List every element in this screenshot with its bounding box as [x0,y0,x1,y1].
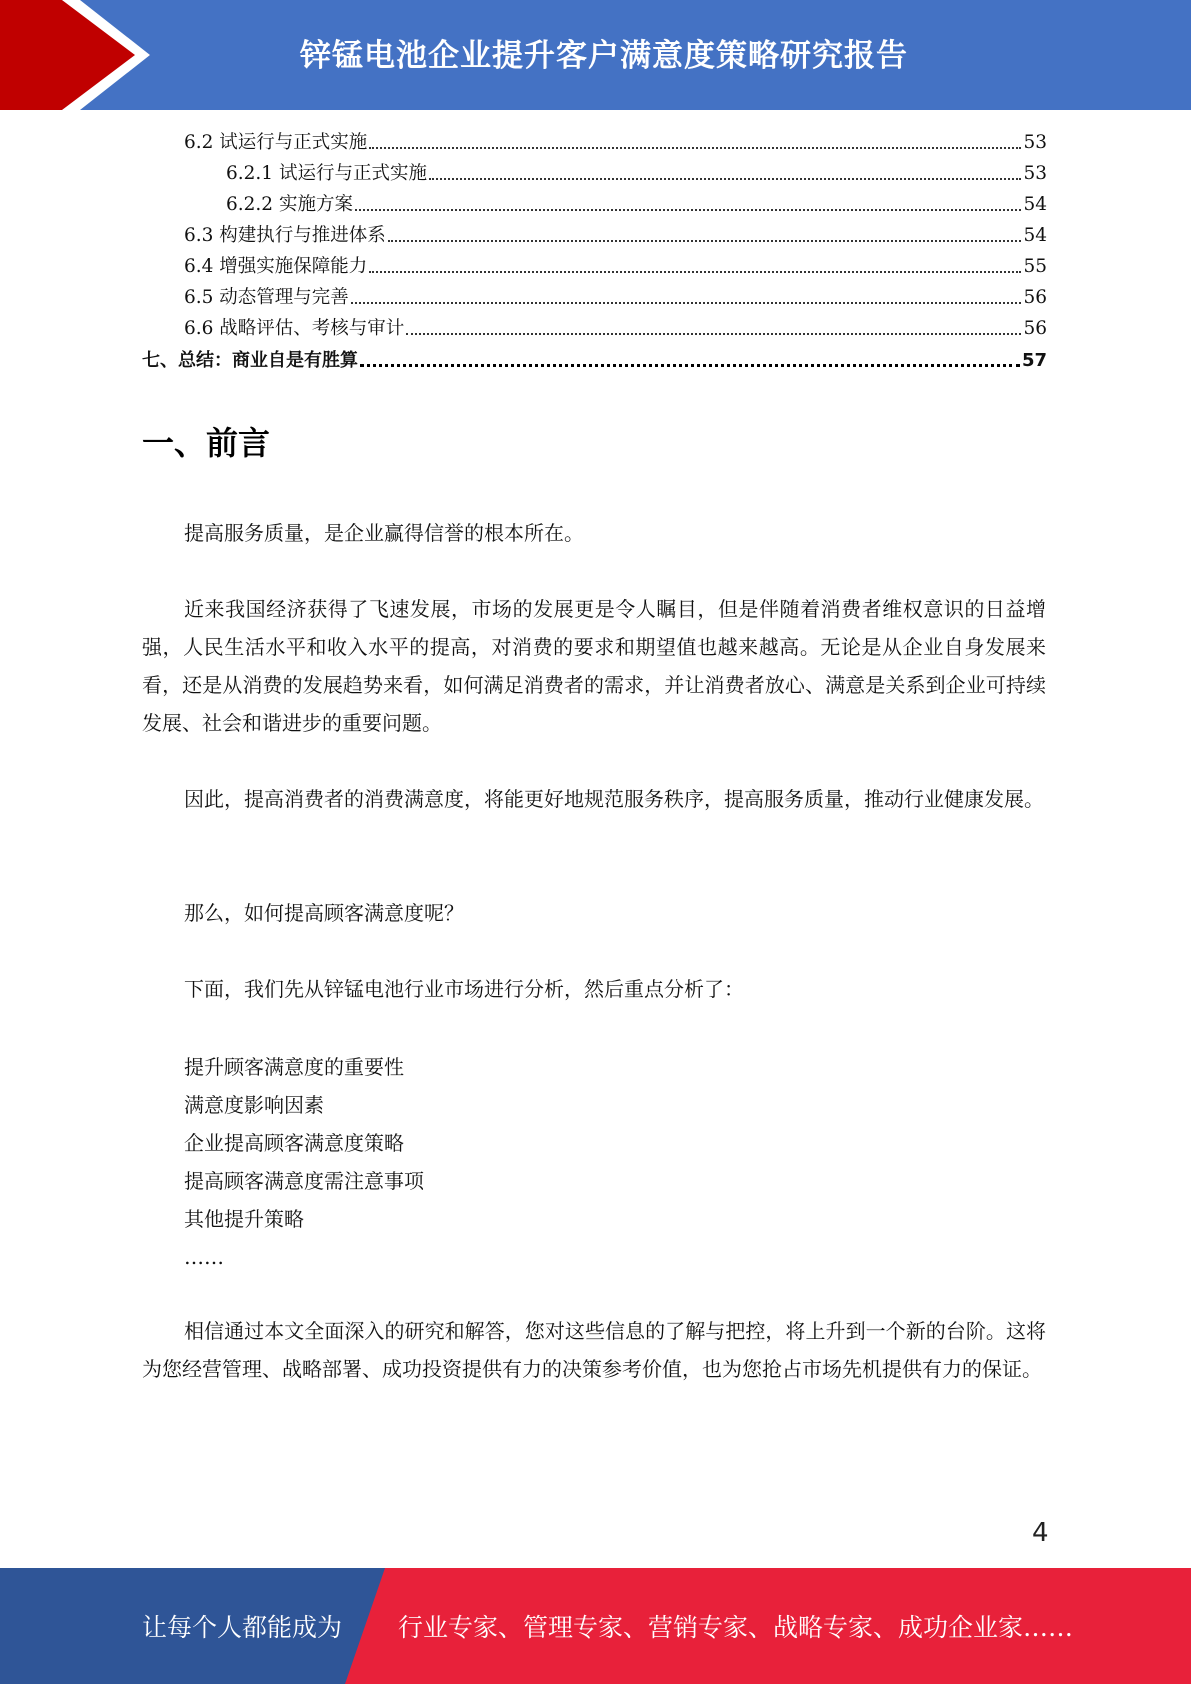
toc-entry-page: 54 [1023,194,1047,215]
footer-slogan-left: 让每个人都能成为 [142,1613,343,1642]
toc-entry-page: 53 [1023,163,1047,184]
topic-list [184,1048,424,1276]
footer-slogan-right: 行业专家、管理专家、营销专家、战略专家、成功企业家…… [398,1613,1074,1642]
body-paragraph: 近来我国经济获得了飞速发展，市场的发展更是令人瞩目，但是伴随着消费者维权意识的日益增强，人民生活水平和收入水平的提高，对消费的要求和期望值也越来越高。无论是从企业自身发展来看，还是从消费的发展趋势来看，如何满足消费者的需求，并让消费者放心、满意是关系到企业可持续发展、社会和谐进步的重要问题。 [142,597,1046,735]
toc-entry-page: 56 [1023,318,1047,339]
toc-entry-page: 56 [1023,287,1047,308]
page-header [0,0,1191,110]
toc-entry-label: 6.2.2 实施方案 [226,194,353,215]
toc-leader-dots [355,209,1022,211]
list-item: 企业提高顾客满意度策略 [184,1131,404,1155]
toc-leader-dots [369,147,1021,149]
toc-entry-page: 54 [1023,225,1047,246]
toc-entry[interactable] [226,163,1047,185]
body-paragraph: 因此，提高消费者的消费满意度，将能更好地规范服务秩序，提高服务质量，推动行业健康发展。 [184,787,1044,811]
toc-entry-label: 6.4 增强实施保障能力 [184,256,368,277]
toc-entry-label: 6.5 动态管理与完善 [184,287,349,308]
toc-entry-label: 6.2.1 试运行与正式实施 [226,163,427,184]
list-item: …… [184,1245,224,1269]
toc-leader-dots [369,271,1021,273]
toc-entry[interactable] [184,132,1047,154]
toc-leader-dots [360,364,1020,367]
list-item: 其他提升策略 [184,1207,304,1231]
toc-leader-dots [429,178,1021,180]
report-title: 锌锰电池企业提升客户满意度策略研究报告 [300,38,908,74]
toc-leader-dots [388,240,1022,242]
toc-entry[interactable] [184,287,1047,309]
toc-entry-label: 6.6 战略评估、考核与审计 [184,318,405,339]
toc-entry-label: 七、总结：商业自是有胜算 [142,350,358,371]
toc-entry-page: 57 [1021,350,1047,371]
page-number: 4 [1032,1518,1049,1548]
toc-leader-dots [351,302,1022,304]
toc-entry[interactable] [184,318,1047,340]
list-item: 提升顾客满意度的重要性 [184,1055,404,1079]
toc-entry-page: 53 [1023,132,1047,153]
toc-entry-label: 6.3 构建执行与推进体系 [184,225,386,246]
body-paragraph: 提高服务质量，是企业赢得信誉的根本所在。 [184,521,584,545]
toc-entry[interactable] [226,194,1047,216]
list-item: 满意度影响因素 [184,1093,324,1117]
toc-entry[interactable] [184,225,1047,247]
toc-entry-page: 55 [1023,256,1047,277]
section-heading: 一、前言 [142,424,271,462]
toc-leader-dots [406,333,1021,335]
list-item: 提高顾客满意度需注意事项 [184,1169,424,1193]
page-footer [0,1568,1191,1684]
body-paragraph: 相信通过本文全面深入的研究和解答，您对这些信息的了解与把控，将上升到一个新的台阶。这将为您经营管理、战略部署、成功投资提供有力的决策参考价值，也为您抢占市场先机提供有力的保证。 [142,1319,1046,1381]
body-paragraph: 下面，我们先从锌锰电池行业市场进行分析，然后重点分析了： [184,977,744,1001]
body-paragraph: 那么，如何提高顾客满意度呢？ [184,901,464,925]
toc-entry[interactable] [184,256,1047,278]
toc-entry-chapter[interactable] [142,350,1047,372]
toc-entry-label: 6.2 试运行与正式实施 [184,132,368,153]
